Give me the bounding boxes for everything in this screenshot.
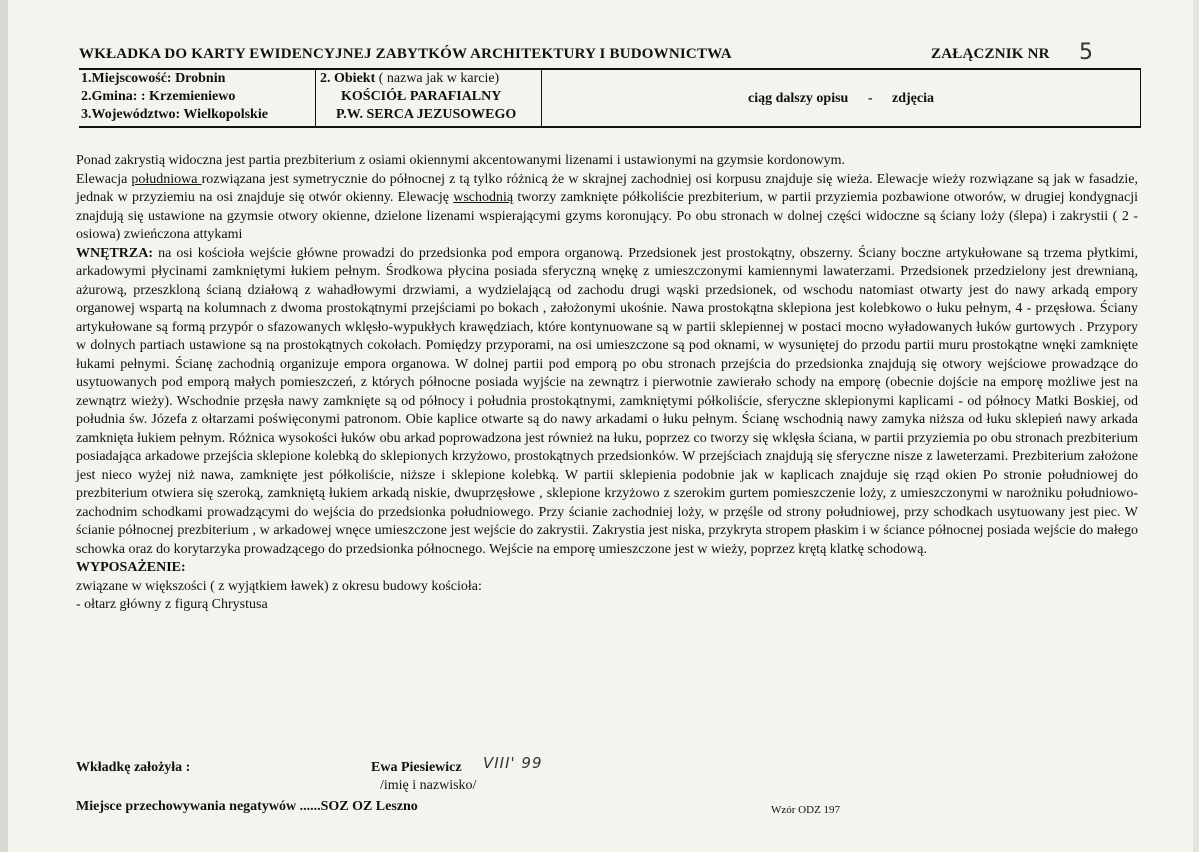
commune-field: 2.Gmina: : Krzemieniewo bbox=[81, 89, 236, 104]
continuation-note: ciąg dalszy opisu - zdjęcia bbox=[747, 91, 934, 106]
form-code: Wzór ODZ 197 bbox=[771, 804, 841, 816]
furnishings-line2: - ołtarz główny z figurą Chrystusa bbox=[76, 597, 268, 612]
paragraph-elevations: Elewacja południowa rozwiązana jest symetrycznie do północnej z tą tylko różnicą że w skrajnej zachodniej osi korpusu znajduje się wieża. Elewacje wieży rozwiązane są jak w fasadzie, jednak w przyziemiu na osi znajduje się otwór okienny. Elewację wschodnią tworzy zamknięte półkoliście prezbiterium, w partii przyziemia pozbawione otworów, w drugiej kondygnacji znajdują się ustawione na gzymsie otwory okienne, dzielone lizenami wspierającymi gzyms koronujący. Po obu stronach w dolnej części widoczne są ściany loży (ślepa) i zakrystii ( 2 - osiowa) zwieńczona attykami bbox=[76, 171, 1139, 242]
negatives-location: Miejsce przechowywania negatywów ......SOZ OZ Leszno bbox=[76, 799, 418, 814]
furnishings-heading: WYPOSAŻENIE: bbox=[76, 560, 186, 575]
author-date: VIII' 99 bbox=[483, 754, 543, 772]
author-name: Ewa Piesiewicz bbox=[371, 760, 462, 775]
annex-number: 5 bbox=[1079, 40, 1094, 65]
description-text bbox=[76, 152, 1138, 615]
object-name-line2: P.W. SERCA JEZUSOWEGO bbox=[336, 107, 517, 122]
location-field: 1.Miejscowość: Drobnin bbox=[81, 71, 226, 86]
interior-heading: WNĘTRZA: bbox=[76, 245, 154, 261]
document-header bbox=[79, 40, 1141, 68]
scan-edge-left bbox=[0, 0, 8, 852]
object-label: 2. Obiekt ( nazwa jak w karcie) bbox=[320, 71, 500, 86]
object-name-line1: KOŚCIÓŁ PARAFIALNY bbox=[341, 89, 502, 104]
continuation-cell bbox=[542, 70, 1140, 126]
author-label: Wkładkę założyła : bbox=[76, 760, 191, 775]
paragraph-sacristy: Ponad zakrystią widoczna jest partia prezbiterium z osiami okiennymi akcentowanymi lizenami i ustawionymi na gzymsie kordonowym. bbox=[76, 153, 846, 168]
scan-edge-right bbox=[1193, 0, 1199, 852]
document-title: WKŁADKA DO KARTY EWIDENCYJNEJ ZABYTKÓW ARCHITEKTURY I BUDOWNICTWA bbox=[79, 46, 732, 62]
voivodeship-field: 3.Województwo: Wielkopolskie bbox=[81, 107, 268, 122]
location-cell bbox=[79, 70, 316, 126]
header-table bbox=[79, 70, 1141, 128]
author-caption: /imię i nazwisko/ bbox=[380, 778, 477, 793]
furnishings-line1: związane w większości ( z wyjątkiem ławek) z okresu budowy kościoła: bbox=[76, 578, 482, 594]
object-cell bbox=[316, 70, 542, 126]
paragraph-interior: WNĘTRZA: na osi kościoła wejście główne prowadzi do przedsionka pod empora organową. Przedsionek jest prostokątny, obszerny. Ściany boczne artykułowane są trzema płytkimi, arkadowymi płycinami zamkniętymi łukiem pełnym. Środkowa płycina posiada sferyczną wnękę z umieszczonymi kamiennymi lawaterzami. Przedsionek przedzielony jest drewnianą, ażurową, przeszkloną ścianą działową z wahadłowymi drzwiami, a wydzielającą od zachodu drugi wąski przedsionek, od wschodu natomiast otwarty jest do nawy arkadą empory organowej wspartą na kolumnach z dwoma prostokątnymi przejściami po bokach , założonymi ukośnie. Nawa prostokątna sklepiona jest kolebkowo o łuku pełnym, 4 - przęsłowa. Ściany artykułowane są formą przypór o sfazowanych wklęsło-wypukłych krawędziach, które kontynuowane są w partii sklepiennej w postaci mocno wyładowanych łuków gurtowych . Przypory w dolnych partiach ustawione są na prostokątnych cokołach. Pomiędzy przyporami, na osi umieszczone są pod oknami, w wysuniętej do przodu partii muru prostokątne wnęki zamknięte łukami pełnymi. Ścianę zachodnią organizuje empora organowa. W dolnej partii pod emporą po obu stronach przejścia do przedsionka znajdują się otwory wejściowe prowadzące do usytuowanych pod emporą małych pomieszczeń, z których północne posiada wyjście na zewnątrz i pierwotnie zawierało schody na emporę (obecnie dojście na emporę możliwe jest na zewnątrz wieży). Wschodnie przęsła nawy zamknięte są od północy i południa prostokątnymi, zamkniętymi półkoliście, sferyczne sklepionymi kaplicami - od północy Matki Boskiej, od południa św. Józefa z ołtarzami poświęconymi patronom. Obie kaplice otwarte są do nawy arkadami o łuku pełnym. Ścianę wschodnią nawy zamyka niższa od łuku sklepień nawy arkada zamknięta łukiem pełnym. Różnica wysokości łuków obu arkad poprowadzona jest również na łuku, poprzez co tworzy się wklęsła ściana, w partii przyziemia po obu stronach prezbiterium posiadająca arkadowe przejścia sklepione kolebką do sklepionych krzyżowo, prostokątnych przedsionków. W przejściach znajdują się sferyczne nisze z laweterzami. Prezbiterium założone jest nieco wyżej niż nawa, zamknięte jest półkoliście, niższe i sklepione kolebką. W partii sklepienia podobnie jak w kaplicach znajduje się rząd okien Po stronie południowej do prezbiterium otwiera się szeroką, zamkniętą łukiem arkadą niskie, dwuprzęsłowe , sklepione krzyżowo z szerokim gurtem pomieszczenie loży, z umieszczonymi w narożniku południowo- zachodnim schodkami prowadzącymi do wejścia do przedsionka południowego. Przy ścianie zachodniej loży, w przęśle od strony południowej, przy schodkach usytuowany jest piec. W ścianie północnej prezbiterium , w arkadowej wnęce umieszczone jest wejście do zakrystii. Zakrystia jest niska, przykryta stropem płaskim i w ściance północnej posiada wejście do małego schowka oraz do korytarzyka prowadzącego do przedsionka północnego. Wejście na emporę umieszczone jest w wieży, poprzez krętą klatkę schodową. bbox=[76, 245, 1138, 557]
annex-label: ZAŁĄCZNIK NR bbox=[931, 46, 1050, 62]
